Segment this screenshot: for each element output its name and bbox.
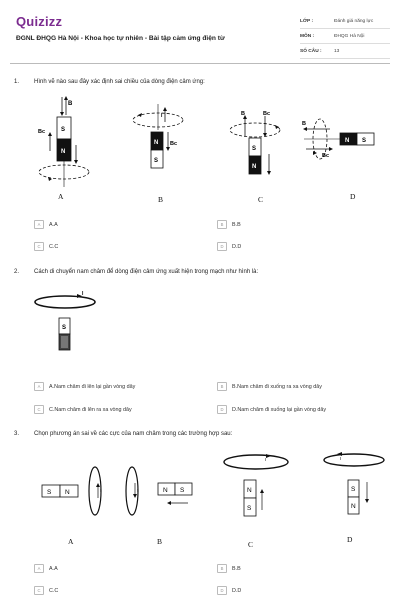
meta-value: ĐHQG Hà Nội [334,33,365,39]
q1-figure-a [28,95,98,190]
q1-option-d[interactable] [217,242,241,251]
figure-label: D [347,535,353,544]
question-text: Hình vẽ nào sau đây xác định sai chiều của dòng điện cảm ứng: [34,79,205,85]
option-text: D.D [232,587,242,594]
q2-figure [32,290,102,360]
option-letter-box: D [217,242,227,251]
figure-label: C [248,540,254,549]
figure-label: A [68,537,74,546]
option-text: D.D [232,243,242,250]
meta-label: MÔN : [300,33,315,39]
option-text: C.C [49,243,59,250]
question-text: Chọn phương án sai về các cực của nam châm trong các trường hợp sau: [34,431,233,437]
magnet-pole-label: S [180,487,185,494]
meta-row-count [300,44,390,59]
q1-option-a[interactable] [34,220,58,229]
option-letter-box: C [34,405,44,414]
worksheet-title: ĐGNL ĐHQG Hà Nội - Khoa học tự nhiên - Bài tập cảm ứng điện từ [16,35,225,42]
magnet-pole-label: S [362,138,367,144]
figure-label: B [157,537,163,546]
meta-label: SỐ CÂU : [300,48,322,54]
q2-option-b[interactable] [217,382,322,391]
q1-figure-c [225,108,295,183]
option-letter-box: C [34,586,44,595]
q2-option-c[interactable] [34,405,132,414]
current-label: I [265,457,267,462]
question-text: Cách di chuyển nam châm để dòng điện cảm ứng xuất hiện trong mạch như hình là: [34,269,259,275]
meta-label: LỚP : [300,18,314,24]
worksheet-meta [300,14,390,59]
option-letter-box: B [217,564,227,573]
current-label: I [340,456,342,461]
magnet-pole-label: S [61,127,66,133]
magnet-pole-label: N [351,503,356,510]
current-label: I [100,488,102,493]
header-divider [10,63,390,64]
field-vector-label: B [302,121,306,127]
option-text: C.Nam châm đi lên ra xa vòng dây [49,406,132,413]
magnet-pole-label: S [252,146,257,152]
q1-figure-b [128,100,198,180]
magnet-pole-label: N [345,138,350,144]
magnet-pole-label: S [62,325,67,331]
quizizz-logo: Quizizz [16,14,63,29]
option-text: B.B [232,565,241,572]
option-letter-box: B [217,382,227,391]
meta-row-class [300,14,390,29]
magnet-pole-label: N [154,140,159,146]
figure-label: B [158,195,164,204]
induced-field-label: Bc [170,141,178,147]
induced-field-label: Bc [322,153,330,159]
q3-figure-c [218,450,293,540]
q3-option-c[interactable] [34,586,58,595]
q1-option-c[interactable] [34,242,58,251]
option-text: B.B [232,221,241,228]
option-letter-box: B [217,220,227,229]
q3-figure-a [40,465,110,525]
q3-figure-d [318,450,393,530]
magnet-pole-label: S [351,486,356,493]
figure-label: A [58,192,64,201]
q3-option-b[interactable] [217,564,241,573]
field-vector-label: B [241,111,245,117]
option-letter-box: A [34,382,44,391]
option-text: C.C [49,587,59,594]
magnet-pole-label: S [47,489,52,496]
meta-value: 13 [334,48,340,54]
meta-value: Đánh giá năng lực [334,18,374,24]
magnet-pole-label: S [154,158,159,164]
magnet-pole-label: N [247,487,252,494]
induced-field-label: Bc [38,129,46,135]
question-number: 2. [14,269,20,275]
option-letter-box: D [217,586,227,595]
q2-option-a[interactable] [34,382,135,391]
magnet-pole-label: N [252,164,257,170]
meta-row-subject [300,29,390,44]
current-label: I [82,291,84,297]
option-text: B.Nam châm đi xuống ra xa vòng dây [232,383,322,390]
option-letter-box: C [34,242,44,251]
field-vector-label: B [68,101,73,107]
q1-figure-d [300,115,390,170]
magnet-pole-label: N [65,489,70,496]
q3-option-a[interactable] [34,564,58,573]
figure-label: D [350,192,356,201]
current-label: I [161,113,163,119]
option-letter-box: D [217,405,227,414]
option-text: A.Nam châm đi lên lại gần vòng dây [49,383,136,390]
magnet-pole-label: N [163,487,168,494]
option-text: D.Nam châm đi xuống lại gần vòng dây [232,406,327,413]
q2-option-d[interactable] [217,405,326,414]
q3-option-d[interactable] [217,586,241,595]
option-text: A.A [49,565,58,572]
option-letter-box: A [34,220,44,229]
induced-field-label: Bc [263,111,271,117]
q3-figure-b [120,465,200,525]
option-letter-box: A [34,564,44,573]
magnet-pole-label: S [247,505,252,512]
question-number: 3. [14,431,20,437]
figure-label: C [258,195,264,204]
q1-option-b[interactable] [217,220,241,229]
current-label: I [137,488,139,493]
magnet-pole-label: N [61,149,66,155]
option-text: A.A [49,221,58,228]
question-number: 1. [14,79,20,85]
